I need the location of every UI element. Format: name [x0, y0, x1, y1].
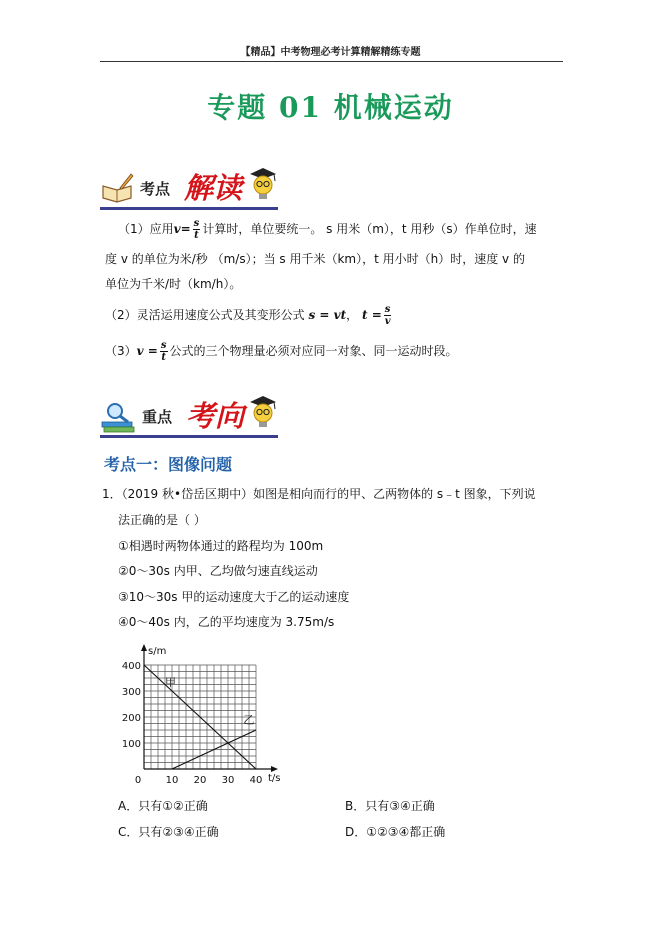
scholar-bulb-icon — [248, 394, 278, 430]
y-tick-label: 200 — [121, 713, 141, 724]
note-3-formula-lhs: v = — [136, 344, 158, 358]
note-2-separator: ， — [346, 308, 359, 322]
banner-kaodian-jiedu — [100, 164, 278, 210]
fraction-numerator: s — [384, 304, 391, 315]
x-tick-label: 0 — [134, 775, 142, 786]
x-tick-label: 30 — [221, 775, 235, 786]
note-1-formula-lhs: v= — [173, 222, 191, 236]
banner-big-label: 考向 — [186, 399, 245, 433]
x-tick-label: 40 — [249, 775, 263, 786]
question-stem-line-2: 法正确的是（ ） — [118, 513, 206, 527]
note-3-prefix: （3） — [105, 344, 137, 358]
note-3 — [105, 340, 458, 363]
note-1-prefix: （1）应用 — [118, 222, 174, 236]
note-1-line-2: 度 v 的单位为米/秒 （m/s）；当 s 用千米（km），t 用小时（h）时，速度 v 的 — [105, 252, 525, 266]
note-2-formula-2-lhs: t = — [362, 308, 382, 322]
banner-small-label: 重点 — [142, 408, 173, 426]
note-1-line-1 — [118, 218, 537, 241]
y-tick-label: 300 — [121, 687, 141, 698]
note-1-line-3: 单位为千米/时（km/h）。 — [105, 277, 242, 291]
question-stem-line-1 — [102, 486, 536, 502]
banner-small-label: 考点 — [140, 180, 171, 198]
statement-2: ②0～30s 内甲、乙均做匀速直线运动 — [118, 564, 318, 578]
note-2-prefix: （2）灵活运用速度公式及其变形公式 — [105, 308, 305, 322]
x-axis-arrow — [271, 766, 278, 772]
statement-3: ③10～30s 甲的运动速度大于乙的运动速度 — [118, 590, 350, 604]
y-tick-label: 100 — [121, 739, 141, 750]
s-t-graph — [110, 642, 290, 787]
scholar-bulb-icon — [248, 166, 278, 202]
note-2-formula-1: s = vt — [308, 308, 347, 322]
x-tick-label: 20 — [193, 775, 207, 786]
option-d[interactable]: D．①②③④都正确 — [345, 825, 446, 839]
statement-4: ④0～40s 内，乙的平均速度为 3.75m/s — [118, 615, 335, 629]
question-number: 1． — [102, 487, 122, 501]
statement-1: ①相遇时两物体通过的路程均为 100m — [118, 539, 324, 553]
fraction-denominator: t — [194, 230, 199, 241]
banner-rule — [100, 207, 278, 210]
y-tick-label: 400 — [121, 661, 141, 672]
fraction-denominator: v — [384, 316, 391, 327]
fraction-numerator: s — [193, 218, 200, 229]
series-label-2: 乙 — [243, 713, 255, 727]
fraction-numerator: s — [160, 340, 167, 351]
series-label-1: 甲 — [165, 675, 176, 689]
magnifier-books-icon — [100, 400, 138, 434]
banner-rule — [100, 435, 278, 438]
fraction-denominator: t — [161, 352, 166, 363]
banner-big-label: 解读 — [184, 171, 243, 205]
option-c[interactable]: C．只有②③④正确 — [118, 825, 219, 839]
page-header: 【精品】中考物理必考计算精解精练专题 — [240, 47, 421, 58]
note-2 — [105, 304, 393, 327]
option-b[interactable]: B．只有③④正确 — [345, 799, 435, 813]
y-axis-label: s/m — [148, 646, 167, 657]
y-axis-arrow — [141, 644, 147, 651]
section-heading: 考点一：图像问题 — [104, 455, 233, 474]
x-tick-label: 10 — [165, 775, 179, 786]
note-3-fraction — [160, 340, 168, 363]
banner-zhongdian-kaoxiang — [100, 392, 278, 438]
header-rule — [100, 61, 563, 62]
book-quill-icon — [100, 172, 134, 206]
option-a[interactable]: A．只有①②正确 — [118, 799, 208, 813]
note-1-fraction — [193, 218, 201, 241]
question-stem-text: （2019 秋•岱岳区期中）如图是相向而行的甲、乙两物体的 s﹣t 图象，下列说 — [121, 487, 536, 501]
note-1-text: 计算时，单位要统一。 s 用米（m），t 用秒（s）作单位时，速 — [202, 222, 537, 236]
x-axis-label: t/s — [268, 773, 281, 784]
note-2-fraction — [384, 304, 392, 327]
page-title: 专题 01 机械运动 — [207, 91, 454, 124]
note-3-text: 公式的三个物理量必须对应同一对象、同一运动时段。 — [169, 344, 458, 358]
